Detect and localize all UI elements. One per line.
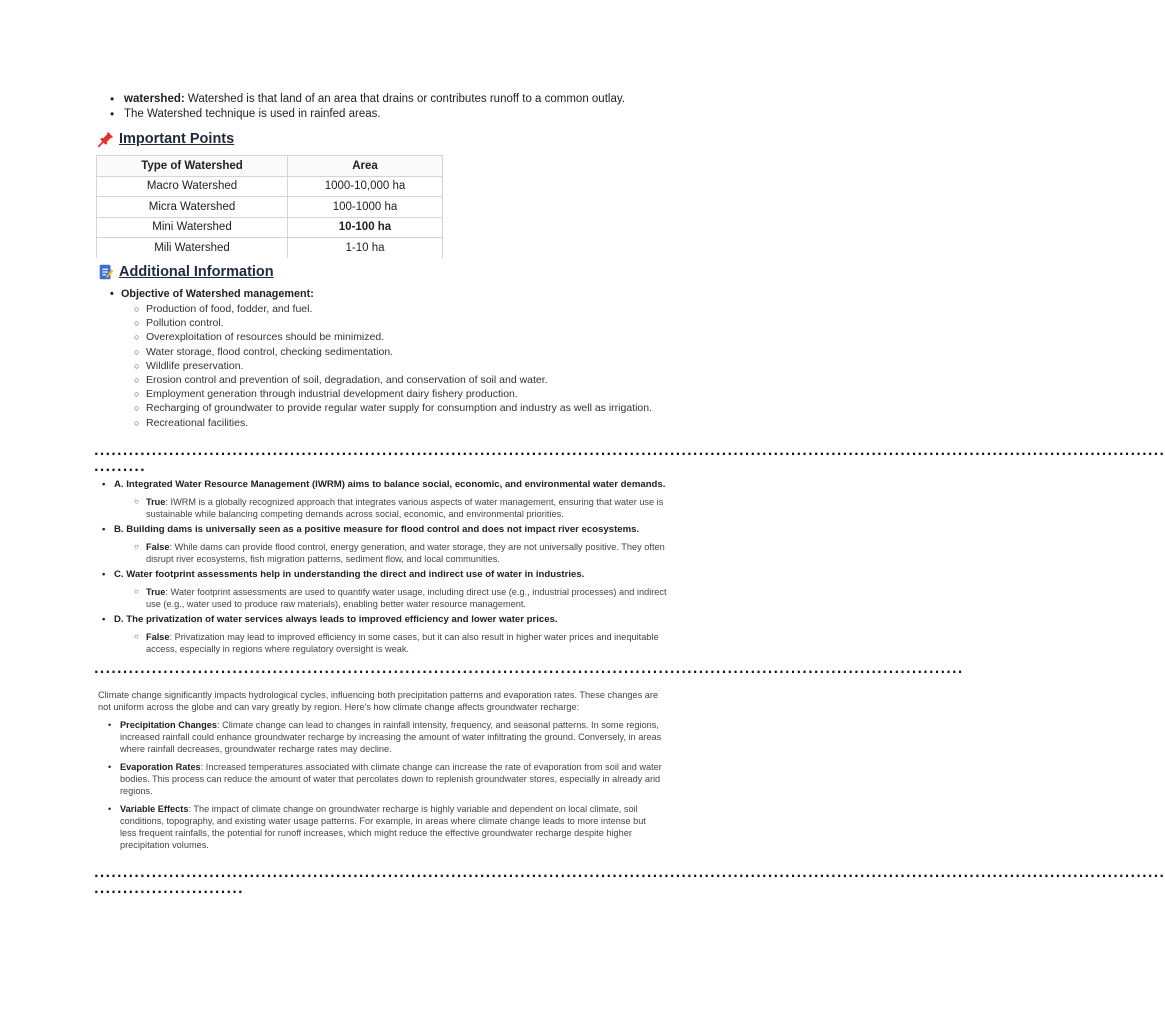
table-row	[97, 238, 443, 258]
question-item	[100, 568, 670, 610]
cell-type: Mini Watershed	[97, 217, 288, 238]
cell-type: Macro Watershed	[97, 176, 288, 197]
dotted-separator: ..........................................................................................................................................................................................	[94, 866, 1165, 880]
list-item: ○ Erosion control and prevention of soil, degradation, and conservation of soil and water.	[134, 373, 730, 387]
table-header-row	[97, 156, 443, 177]
table-row	[97, 197, 443, 218]
answer: ○ False: While dams can provide flood control, energy generation, and water storage, they are not universally positive. They often disrupt river ecosystems, fish migration patterns, sediment flow, and local communities.	[134, 541, 670, 565]
table-row	[97, 176, 443, 197]
list-item: ○ Recharging of groundwater to provide regular water supply for consumption and industry as well as irrigation.	[134, 401, 730, 415]
dotted-separator: .......................................................................................................................................................	[94, 662, 964, 676]
memo-icon	[97, 263, 115, 281]
cell-type: Micra Watershed	[97, 197, 288, 218]
cell-type: Mili Watershed	[97, 238, 288, 258]
cell-area: 100-1000 ha	[288, 197, 443, 218]
list-item: ○ Wildlife preservation.	[134, 359, 730, 373]
additional-info-title: Additional Information	[119, 264, 274, 280]
important-points-heading	[97, 130, 234, 148]
question-item	[100, 523, 670, 565]
intro-bullet-technique: • The Watershed technique is used in rainfed areas.	[108, 107, 728, 122]
cell-area: 10-100 ha	[288, 217, 443, 238]
question-item	[100, 613, 670, 655]
intro-list	[108, 92, 728, 122]
header-area: Area	[288, 156, 443, 177]
climate-list	[106, 719, 662, 851]
list-item: ○ Recreational facilities.	[134, 416, 730, 430]
list-item: • Evaporation Rates: Increased temperatures associated with climate change can increase the rate of evaporation from soil and water bodies. This process can reduce the amount of water that percolates down to replenish groundwater stores, especially in already arid regions.	[106, 761, 662, 797]
list-item: ○ Production of food, fodder, and fuel.	[134, 302, 730, 316]
intro-bullet-watershed: • watershed: Watershed is that land of an area that drains or contributes runoff to a common outlay.	[108, 92, 728, 107]
objective-label: • Objective of Watershed management:	[110, 288, 314, 300]
questions-list	[100, 478, 670, 655]
dotted-separator: .........	[94, 460, 146, 474]
dotted-separator: ..........................................................................................................................................................................................	[94, 444, 1165, 458]
additional-info-heading	[97, 263, 274, 281]
list-item: ○ Pollution control.	[134, 316, 730, 330]
cell-area: 1000-10,000 ha	[288, 176, 443, 197]
answer: ○ True: Water footprint assessments are used to quantify water usage, including direct use (e.g., industrial processes) and indirect use (e.g., water used to produce raw materials), enabling better water resource management.	[134, 586, 670, 610]
question-item	[100, 478, 670, 520]
important-points-title: Important Points	[119, 131, 235, 147]
pushpin-icon	[97, 130, 115, 148]
objective-block	[110, 287, 730, 430]
objective-list	[134, 302, 730, 430]
list-item: • Variable Effects: The impact of climate change on groundwater recharge is highly variable and dependent on local climate, soil conditions, topography, and existing water usage patterns. For example, in areas where climate change leads to more intense but less frequent rainfalls, the potential for runoff increases, which might reduce the effective groundwater recharge despite higher precipitation volumes.	[106, 803, 662, 851]
question-statement: B. Building dams is universally seen as a positive measure for flood control and does not impact river ecosystems.	[114, 524, 640, 535]
table-row	[97, 217, 443, 238]
question-statement: C. Water footprint assessments help in understanding the direct and indirect use of water in industries.	[114, 569, 585, 580]
answer: ○ True: IWRM is a globally recognized approach that integrates various aspects of water management, ensuring that water use is sustainable while balancing competing demands across social, economic, and environmental priorities.	[134, 496, 670, 520]
list-item: • Precipitation Changes: Climate change can lead to changes in rainfall intensity, frequency, and seasonal patterns. In some regions, increased rainfall could enhance groundwater recharge by increasing the amount of water infiltrating the ground. Conversely, in areas where rainfall decreases, groundwater recharge rates may decline.	[106, 719, 662, 755]
header-type: Type of Watershed	[97, 156, 288, 177]
list-item: ○ Employment generation through industrial development dairy fishery production.	[134, 387, 730, 401]
dotted-separator: ..........................	[94, 882, 244, 896]
question-statement: A. Integrated Water Resource Management (IWRM) aims to balance social, economic, and environmental water demands.	[114, 479, 666, 490]
climate-intro: Climate change significantly impacts hydrological cycles, influencing both precipitation patterns and evaporation rates. These changes are not uniform across the globe and can vary greatly by region. Here's how climate change affects groundwater recharge:	[98, 690, 659, 712]
list-item: ○ Overexploitation of resources should be minimized.	[134, 330, 730, 344]
question-statement: D. The privatization of water services always leads to improved efficiency and lower water prices.	[114, 614, 558, 625]
answer: ○ False: Privatization may lead to improved efficiency in some cases, but it can also result in higher water prices and inequitable access, especially in regions where regulatory oversight is weak.	[134, 631, 670, 655]
watershed-table	[96, 155, 443, 258]
list-item: ○ Water storage, flood control, checking sedimentation.	[134, 345, 730, 359]
cell-area: 1-10 ha	[288, 238, 443, 258]
term-watershed: watershed:	[124, 93, 185, 105]
